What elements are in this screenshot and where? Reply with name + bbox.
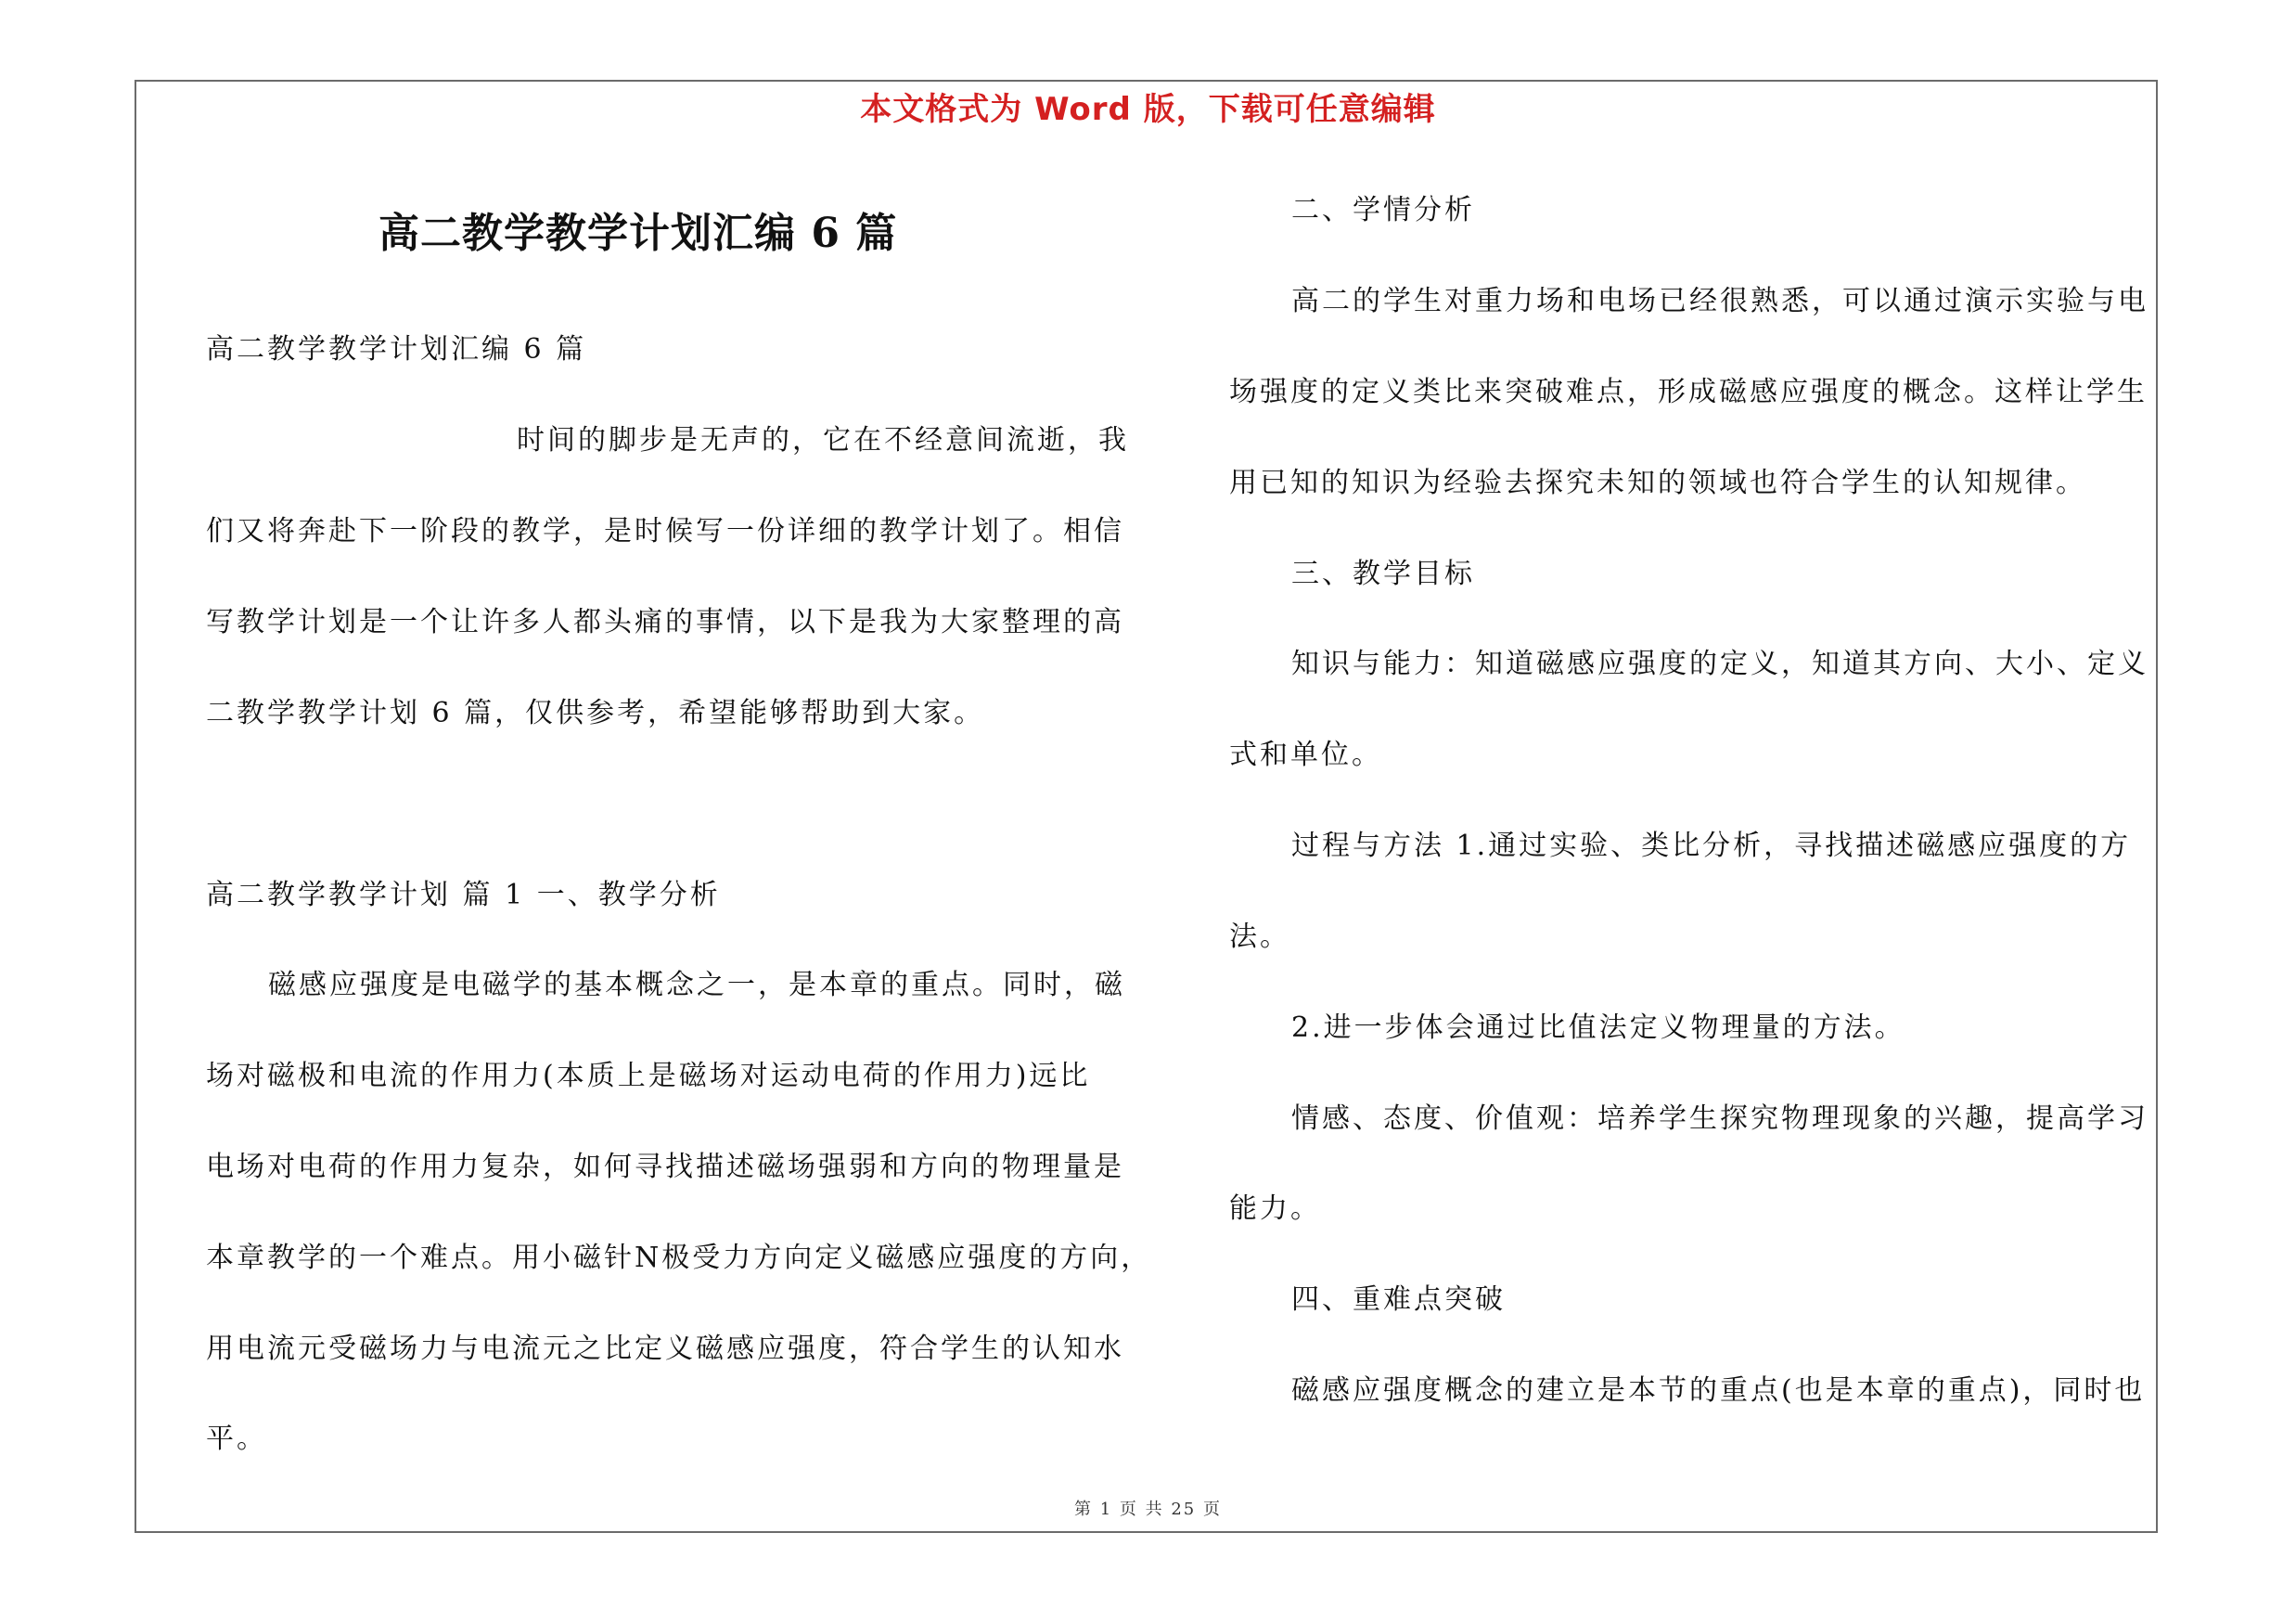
paragraph-line: 用电流元受磁场力与电流元之比定义磁感应强度，符合学生的认知水 bbox=[206, 1333, 1124, 1365]
section-heading: 高二教学教学计划 篇 1 一、教学分析 bbox=[206, 879, 721, 911]
paragraph-line: 写教学计划是一个让许多人都头痛的事情，以下是我为大家整理的高 bbox=[206, 606, 1124, 638]
paragraph-line: 场对磁极和电流的作用力(本质上是磁场对运动电荷的作用力)远比 bbox=[206, 1060, 1091, 1092]
paragraph-line: 知识与能力：知道磁感应强度的定义，知道其方向、大小、定义 bbox=[1291, 648, 2148, 680]
paragraph-line: 磁感应强度概念的建立是本节的重点(也是本章的重点)，同时也 bbox=[1291, 1374, 2146, 1407]
section-heading: 三、教学目标 bbox=[1291, 558, 1475, 590]
paragraph-line: 平。 bbox=[206, 1423, 267, 1455]
paragraph-line: 过程与方法 1.通过实验、类比分析，寻找描述磁感应强度的方 bbox=[1291, 830, 2132, 862]
paragraph-line: 2.进一步体会通过比值法定义物理量的方法。 bbox=[1291, 1011, 1905, 1044]
paragraph-line: 二教学教学计划 6 篇，仅供参考，希望能够帮助到大家。 bbox=[206, 697, 985, 729]
paragraph-line: 电场对电荷的作用力复杂，如何寻找描述磁场强弱和方向的物理量是 bbox=[206, 1151, 1124, 1183]
paragraph-line: 用已知的知识为经验去探究未知的领域也符合学生的认知规律。 bbox=[1229, 467, 2086, 499]
paragraph-line: 高二的学生对重力场和电场已经很熟悉，可以通过演示实验与电 bbox=[1291, 285, 2148, 317]
format-banner: 本文格式为 Word 版，下载可任意编辑 bbox=[860, 91, 1436, 128]
section-heading: 二、学情分析 bbox=[1291, 194, 1475, 226]
document-title: 高二教学教学计划汇编 6 篇 bbox=[378, 210, 898, 257]
paragraph-line: 本章教学的一个难点。用小磁针N极受力方向定义磁感应强度的方向， bbox=[206, 1242, 1152, 1274]
subtitle-line: 高二教学教学计划汇编 6 篇 bbox=[206, 333, 587, 366]
page-number-footer: 第 1 页 共 25 页 bbox=[1074, 1500, 1222, 1519]
paragraph-line: 情感、态度、价值观：培养学生探究物理现象的兴趣，提高学习 bbox=[1291, 1102, 2148, 1135]
paragraph-line: 磁感应强度是电磁学的基本概念之一，是本章的重点。同时，磁 bbox=[268, 969, 1125, 1001]
paragraph-line: 法。 bbox=[1229, 921, 1290, 953]
section-heading: 四、重难点突破 bbox=[1291, 1283, 1506, 1316]
paragraph-line: 场强度的定义类比来突破难点，形成磁感应强度的概念。这样让学生 bbox=[1229, 376, 2148, 408]
paragraph-line: 能力。 bbox=[1229, 1192, 1321, 1225]
paragraph-line: 式和单位。 bbox=[1229, 739, 1382, 771]
paragraph-line: 们又将奔赴下一阶段的教学，是时候写一份详细的教学计划了。相信 bbox=[206, 515, 1124, 547]
paragraph-line: 时间的脚步是无声的，它在不经意间流逝，我 bbox=[517, 424, 1129, 457]
